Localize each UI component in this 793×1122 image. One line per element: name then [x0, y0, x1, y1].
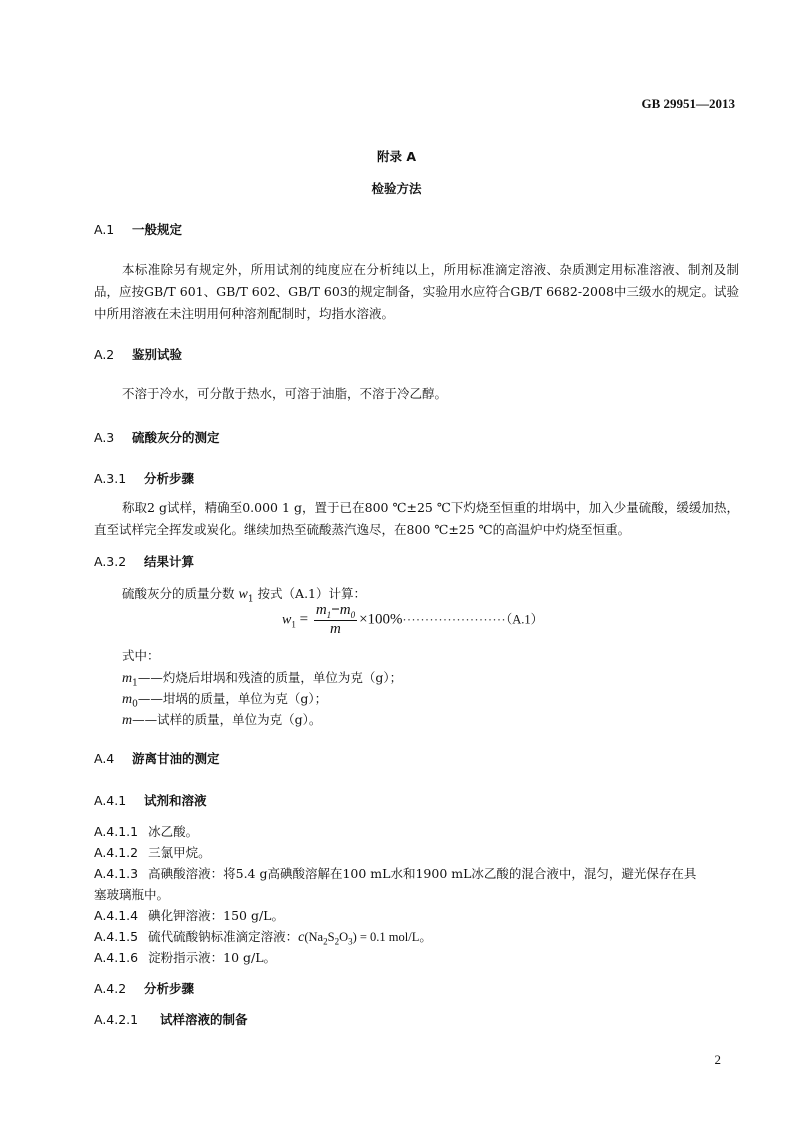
chem-subscript: 2 [323, 936, 328, 947]
numerator-m0: m [339, 602, 351, 618]
formula-a1 [282, 602, 543, 642]
section-number: A.4 [94, 751, 115, 766]
chemical-formula [304, 930, 353, 947]
numerator-m1: m [315, 602, 327, 618]
reagent-number: A.4.1.2 [94, 845, 139, 860]
minus-sign: − [331, 602, 340, 618]
section-title: 分析步骤 [143, 471, 194, 486]
section-number: A.4.2.1 [94, 1012, 139, 1027]
chem-subscript: 3 [348, 936, 353, 947]
appendix-title: 检验方法 [371, 181, 422, 196]
section-number: A.1 [94, 222, 115, 237]
section-number: A.4.2 [94, 981, 127, 996]
reagent-number: A.4.1.1 [94, 824, 139, 839]
variable-definition [122, 689, 327, 710]
standard-number: GB 29951—2013 [641, 96, 735, 111]
section-title: 鉴别试验 [131, 347, 182, 362]
section-title: 分析步骤 [143, 981, 194, 996]
section-number: A.3.2 [94, 554, 127, 569]
chem-part: O [339, 930, 349, 944]
variable-subscript: 0 [132, 699, 138, 710]
numerator-m0-subscript: 0 [350, 610, 356, 620]
reagent-text: 冰乙酸。 [148, 824, 199, 839]
variable-definition [122, 710, 321, 731]
section-number: A.4.1 [94, 793, 127, 808]
section-a31-paragraph: 称取2 g试样，精确至0.000 1 g，置于已在800 ℃±25 ℃下灼烧至恒重的坩埚中，加入少量硫酸，缓缓加热，直至试样完全挥发或炭化。继续加热至硫酸蒸汽逸尽，在800 ℃±25 ℃的高温炉中灼烧至恒重。 [94, 500, 739, 537]
chem-part: S [327, 930, 335, 944]
variable-description: ——灼烧后坩埚和残渣的质量，单位为克（g）； [137, 670, 403, 685]
formula-denominator: m [330, 621, 341, 637]
section-title: 试剂和溶液 [143, 793, 207, 808]
intro-text-end: 按式（A.1）计算： [253, 586, 366, 601]
where-label: 式中： [122, 648, 160, 663]
section-title: 试样溶液的制备 [159, 1012, 248, 1027]
formula-percent: ×100% [359, 611, 403, 628]
section-number: A.2 [94, 347, 115, 362]
reagent-item [94, 906, 284, 924]
formula-numerator [314, 602, 357, 621]
variable-subscript: 1 [132, 678, 138, 689]
reagent-text: 碘化钾溶液：150 g/L。 [148, 908, 284, 923]
section-a421-heading [94, 1010, 248, 1028]
variable-symbol: m [122, 671, 133, 686]
intro-text: 硫酸灰分的质量分数 [122, 586, 239, 601]
concentration-symbol: c [298, 930, 305, 945]
section-a2-paragraph: 不溶于冷水，可分散于热水，可溶于油脂，不溶于冷乙醇。 [122, 386, 448, 401]
section-title: 硫酸灰分的测定 [131, 430, 220, 445]
formula-fraction [314, 602, 357, 638]
reagent-text: 硫代硫酸钠标准滴定溶液： [148, 929, 299, 944]
reagent-number: A.4.1.6 [94, 950, 139, 965]
reagent-text: 三氯甲烷。 [148, 845, 211, 860]
reagent-item [94, 843, 211, 861]
section-a2-heading [94, 345, 182, 363]
chem-part: (Na [304, 930, 324, 944]
reagent-text-end: ) = 0.1 mol/L。 [352, 930, 432, 944]
section-a1-heading [94, 220, 182, 238]
variable-description: ——坩埚的质量，单位为克（g）； [137, 691, 328, 706]
section-title: 游离甘油的测定 [131, 751, 220, 766]
variable-subscript: 1 [247, 594, 254, 605]
variable-symbol: m [122, 692, 133, 707]
section-title: 一般规定 [131, 222, 182, 237]
section-a4-heading [94, 749, 220, 767]
section-a41-heading [94, 791, 207, 809]
reagent-item [94, 948, 276, 966]
reagent-text: 淀粉指示液：10 g/L。 [148, 950, 277, 965]
reagent-text: 高碘酸溶液：将5.4 g高碘酸溶解在100 mL水和1900 mL冰乙酸的混合液中，混匀，避光保存在具 [148, 866, 697, 881]
reagent-item [94, 864, 696, 882]
variable-w: w [238, 587, 248, 602]
reagent-number: A.4.1.3 [94, 866, 139, 881]
section-title: 结果计算 [143, 554, 194, 569]
section-a3-heading [94, 428, 220, 446]
reagent-text-continued: 塞玻璃瓶中。 [94, 887, 170, 902]
appendix-label: 附录 A [376, 149, 417, 164]
section-number: A.3.1 [94, 471, 127, 486]
reagent-item [94, 927, 432, 947]
section-a42-heading [94, 979, 194, 997]
variable-description: ——试样的质量，单位为克（g）。 [132, 712, 322, 727]
page-number: 2 [714, 1052, 721, 1067]
section-a31-heading [94, 469, 194, 487]
formula-lhs: w [282, 612, 292, 628]
section-number: A.3 [94, 430, 115, 445]
numerator-m1-subscript: 1 [326, 610, 332, 620]
formula-lhs-subscript: 1 [291, 619, 296, 630]
chem-subscript: 2 [334, 936, 340, 947]
variable-definition [122, 668, 402, 689]
reagent-number: A.4.1.5 [94, 929, 139, 944]
formula-leader-dots: ······················· [402, 612, 506, 627]
reagent-number: A.4.1.4 [94, 908, 139, 923]
reagent-item [94, 822, 198, 840]
section-a1-paragraph: 本标准除另有规定外，所用试剂的纯度应在分析纯以上，所用标准滴定溶液、杂质测定用标准溶液、制剂及制品，应按GB/T 601、GB/T 602、GB/T 603的规定制备，实验用水应符合GB/T 6682-2008中三级水的规定。试验中所用溶液在未注明用何种溶剂配制时，均指水溶液。 [94, 262, 739, 321]
formula-reference: （A.1） [505, 612, 544, 627]
formula-equals: = [295, 611, 312, 628]
variable-symbol: m [122, 713, 133, 728]
section-a32-heading [94, 552, 194, 570]
